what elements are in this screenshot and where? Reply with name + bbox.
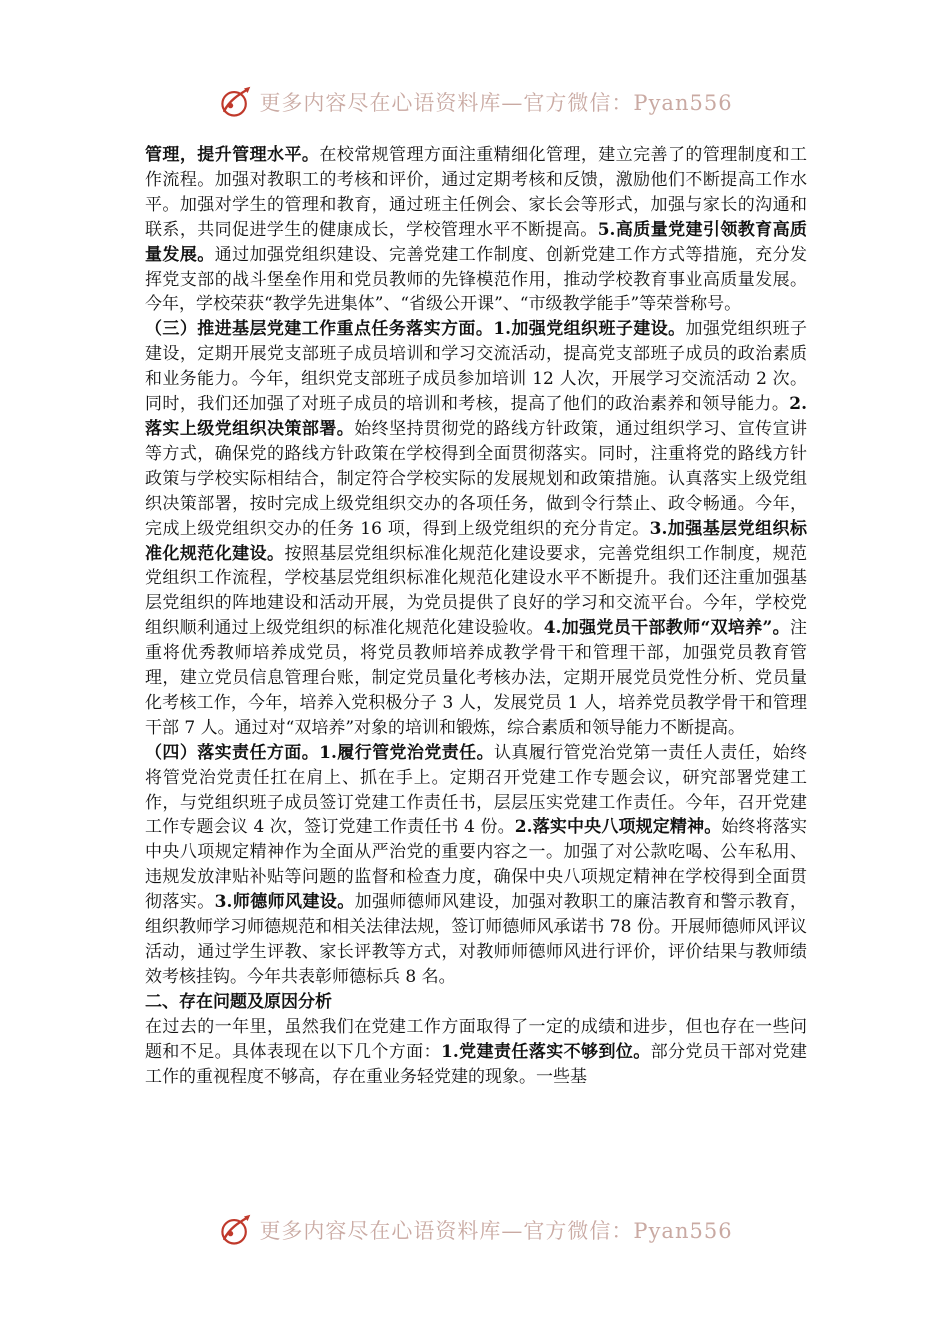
pen-swirl-logo-icon [217, 1212, 253, 1248]
body-text: 始终将落实中央八项规定精神作为全面从严治党的重要内容之一。加强了对公款吃喝、公车私用、违规发放津贴补贴等问题的监督和检查力度，确保中央八项规定精神在学校得到全面贯彻落实。 [145, 817, 808, 913]
body-text: 认真履行管党治党第一责任人责任，始终将管党治党责任扛在肩上、抓在手上。定期召开党建工作专题会议，研究部署党建工作，与党组织班子成员签订党建工作责任书，层层压实党建工作责任。今年，召开党建工作专题会议 4 次，签订党建工作责任书 4 份。 [145, 742, 808, 838]
body-text: 加强党组织班子建设，定期开展党支部班子成员培训和学习交流活动，提高党支部班子成员的政治素质和业务能力。今年，组织党支部班子成员参加培训 12 人次，开展学习交流活动 2 次。同时，我们还加强了对班子成员的培训和考核，提高了他们的政治素养和领导能力。 [145, 319, 808, 415]
bold-heading-text: 3.师德师风建设。 [214, 892, 355, 913]
body-text: 加强师德师风建设，加强对教职工的廉洁教育和警示教育，组织教师学习师德规范和相关法律法规，签订师德师风承诺书 78 份。开展师德师风评议活动，通过学生评教、家长评教等方式，对教师师德师风进行评价，评价结果与教师绩效考核挂钩。今年共表彰师德标兵 8 名。 [145, 892, 808, 987]
body-text: 始终坚持贯彻党的路线方针政策，通过组织学习、宣传宣讲等方式，确保党的路线方针政策在学校得到全面贯彻落实。同时，注重将党的路线方针政策与学校实际相结合，制定符合学校实际的发展规划和政策措施。认真落实上级党组织决策部署，按时完成上级党组织交办的各项任务，做到令行禁止、政令畅通。今年，完成上级党组织交办的任务 16 项，得到上级党组织的充分肯定。 [145, 418, 808, 539]
body-text: 注重将优秀教师培养成党员，将党员教师培养成教学骨干和管理干部，加强党员教育管理，建立党员信息管理台账，制定党员量化考核办法，定期开展党员党性分析、党员量化考核工作，今年，培养入党积极分子 3 人，发展党员 1 人，培养党员教学骨干和管理干部 7 人。通过对“双培养”对象的培训和锻炼，综合素质和领导能力不断提高。 [145, 618, 807, 738]
bold-heading-text: 管理，提升管理水平。 [145, 145, 320, 165]
paragraph [145, 317, 807, 740]
watermark-text: 更多内容尽在心语资料库—官方微信：Pyan556 [259, 91, 733, 115]
body-text: 通过加强党组织建设、完善党建工作制度、创新党建工作方式等措施，充分发挥党支部的战斗堡垒作用和党员教师的先锋模范作用，推动学校教育事业高质量发展。今年，学校荣获“教学先进集体”、“省级公开课”、“市级教学能手”等荣誉称号。 [145, 244, 808, 315]
paragraph [145, 741, 807, 990]
watermark-footer [0, 1210, 950, 1250]
document-body [145, 143, 807, 1089]
pen-swirl-logo-icon [217, 84, 253, 120]
bold-heading-text: 1.党建责任落实不够到位。 [441, 1041, 651, 1062]
bold-heading-text: （三）推进基层党建工作重点任务落实方面。1.加强党组织班子建设。 [145, 319, 686, 340]
bold-heading-text: 3.加强基层党组织标准化规范化建设。 [145, 518, 807, 564]
paragraph [145, 1015, 807, 1090]
bold-heading-text: 4.加强党员干部教师“双培养”。 [543, 618, 790, 639]
bold-heading-text: （四）落实责任方面。1.履行管党治党责任。 [145, 742, 494, 763]
body-text: 按照基层党组织标准化规范化建设要求，完善党组织工作制度，规范党组织工作流程，学校基层党组织标准化规范化建设水平不断提升。我们还注重加强基层党组织的阵地建设和活动开展，为党员提供了良好的学习和交流平台。今年，学校党组织顺利通过上级党组织的标准化规范化建设验收。 [145, 543, 808, 639]
body-text: 在过去的一年里，虽然我们在党建工作方面取得了一定的成绩和进步，但也存在一些问题和不足。具体表现在以下几个方面： [145, 1016, 807, 1062]
bold-heading-text: 5.高质量党建引领教育高质量发展。 [145, 219, 807, 265]
paragraph [145, 990, 807, 1015]
bold-heading-text: 2.落实中央八项规定精神。 [514, 817, 722, 838]
bold-heading-text: 2.落实上级党组织决策部署。 [145, 394, 807, 439]
body-text: 在校常规管理方面注重精细化管理，建立完善了的管理制度和工作流程。加强对教职工的考核和评价，通过定期考核和反馈，激励他们不断提高工作水平。加强对学生的管理和教育，通过班主任例会、家长会等形式，加强与家长的沟通和联系，共同促进学生的健康成长，学校管理水平不断提高。 [145, 145, 808, 240]
watermark-header [0, 82, 950, 122]
watermark-text: 更多内容尽在心语资料库—官方微信：Pyan556 [259, 1219, 733, 1243]
body-text: 部分党员干部对党建工作的重视程度不够高，存在重业务轻党建的现象。一些基 [145, 1041, 808, 1087]
paragraph [145, 143, 807, 317]
bold-heading-text: 二、存在问题及原因分析 [145, 991, 332, 1012]
